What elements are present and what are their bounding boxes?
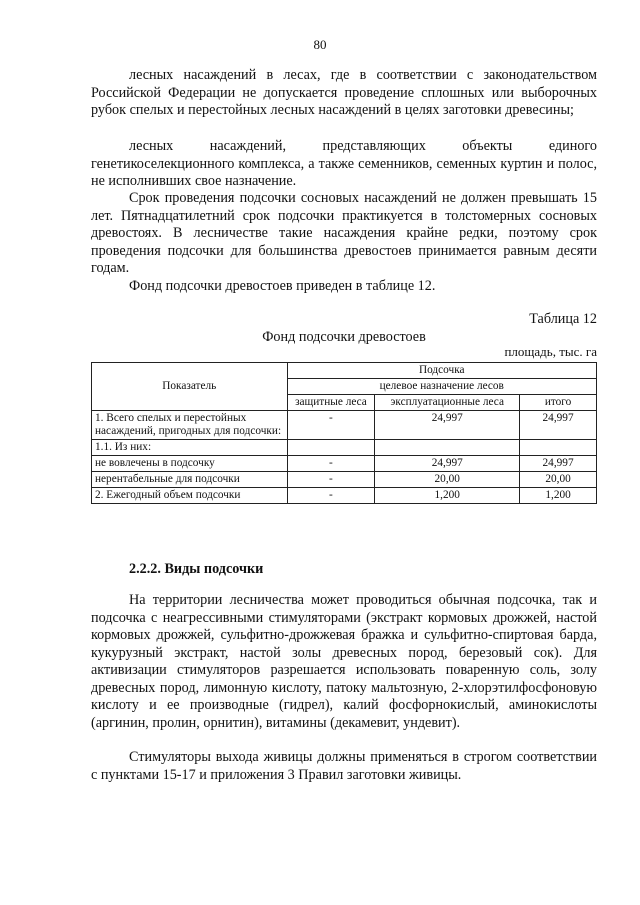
table-label: Таблица 12 [529, 311, 597, 327]
header-protective: защитные леса [287, 395, 375, 411]
row-label: не вовлечены в подсочку [92, 456, 288, 472]
paragraph-fund-reference: Фонд подсочки древостоев приведен в таблице 12. [129, 278, 436, 294]
table-row [92, 488, 597, 504]
row-label: 2. Ежегодный объем подсочки [92, 488, 288, 504]
table-row [92, 411, 597, 440]
table-row [92, 440, 597, 456]
tapping-fund-table [91, 362, 597, 504]
cell-total: 24,997 [520, 456, 597, 472]
header-forest-purpose: целевое назначение лесов [287, 379, 596, 395]
page-number: 80 [313, 37, 327, 52]
row-label: нерентабельные для подсочки [92, 472, 288, 488]
cell-exploitation: 20,00 [375, 472, 520, 488]
paragraph-tapping-period: Срок проведения подсочки сосновых насаждений не должен превышать 15 лет. Пятнадцатилетний срок подсочки практикуется в толстомерных сосновых древостоях. В лесничестве такие насаждения крайне редки, поэтому срок проведения подсочки для большинства древостоев принимается равным десяти годам. [91, 190, 597, 276]
row-label: 1.1. Из них: [92, 440, 288, 456]
header-tapping: Подсочка [287, 363, 596, 379]
paragraph-protected-stands: лесных насаждений в лесах, где в соответствии с законодательством Российской Федерации не допускается проведение сплошных или выборочных рубок спелых и перестойных лесных насаждений в целях заготовки древесины; [91, 67, 597, 118]
cell-exploitation: 24,997 [375, 411, 520, 440]
cell-protective [287, 440, 375, 456]
table-row [92, 472, 597, 488]
cell-total: 20,00 [520, 472, 597, 488]
cell-total: 24,997 [520, 411, 597, 440]
cell-protective: - [287, 411, 375, 440]
header-indicator: Показатель [92, 363, 288, 411]
paragraph-tapping-types: На территории лесничества может проводиться обычная подсочка, так и подсочка с неагрессивными стимуляторами (экстракт кормовых дрожжей, настой кормовых дрожжей, сульфитно-дрожжевая бражка и сульфитно-спиртовая барда, кукурузный экстракт, настой золы древесных пород, березовый сок). Для активизации стимуляторов разрешается использовать поваренную соль, золу древесных пород, лимонную кислоту, патоку мальтозную, 2-хлорэтилфосфоновую кислоту и ее производные (гидрел), калий фосфорнокислый, аминокислоты (аргинин, пролин, орнитин), витамины (декамевит, ундевит). [91, 592, 597, 731]
header-total: итого [520, 395, 597, 411]
paragraph-genetic-objects: лесных насаждений, представляющих объекты единого генетикоселекционного комплекса, а также семенников, семенных куртин и полос, не исполнивших свое назначение. [91, 138, 597, 189]
cell-exploitation: 1,200 [375, 488, 520, 504]
header-exploitation: эксплуатационные леса [375, 395, 520, 411]
cell-protective: - [287, 488, 375, 504]
cell-protective: - [287, 472, 375, 488]
cell-exploitation: 24,997 [375, 456, 520, 472]
section-heading: 2.2.2. Виды подсочки [129, 561, 264, 577]
table-row [92, 456, 597, 472]
paragraph-stimulators: Стимуляторы выхода живицы должны применяться в строгом соответствии с пунктами 15-17 и приложения 3 Правил заготовки живицы. [91, 749, 597, 783]
table-header-row [92, 363, 597, 379]
table-title: Фонд подсочки древостоев [262, 329, 426, 345]
cell-protective: - [287, 456, 375, 472]
cell-total: 1,200 [520, 488, 597, 504]
cell-exploitation [375, 440, 520, 456]
cell-total [520, 440, 597, 456]
row-label: 1. Всего спелых и перестойных насаждений, пригодных для подсочки: [92, 411, 288, 440]
table-units: площадь, тыс. га [504, 344, 597, 359]
